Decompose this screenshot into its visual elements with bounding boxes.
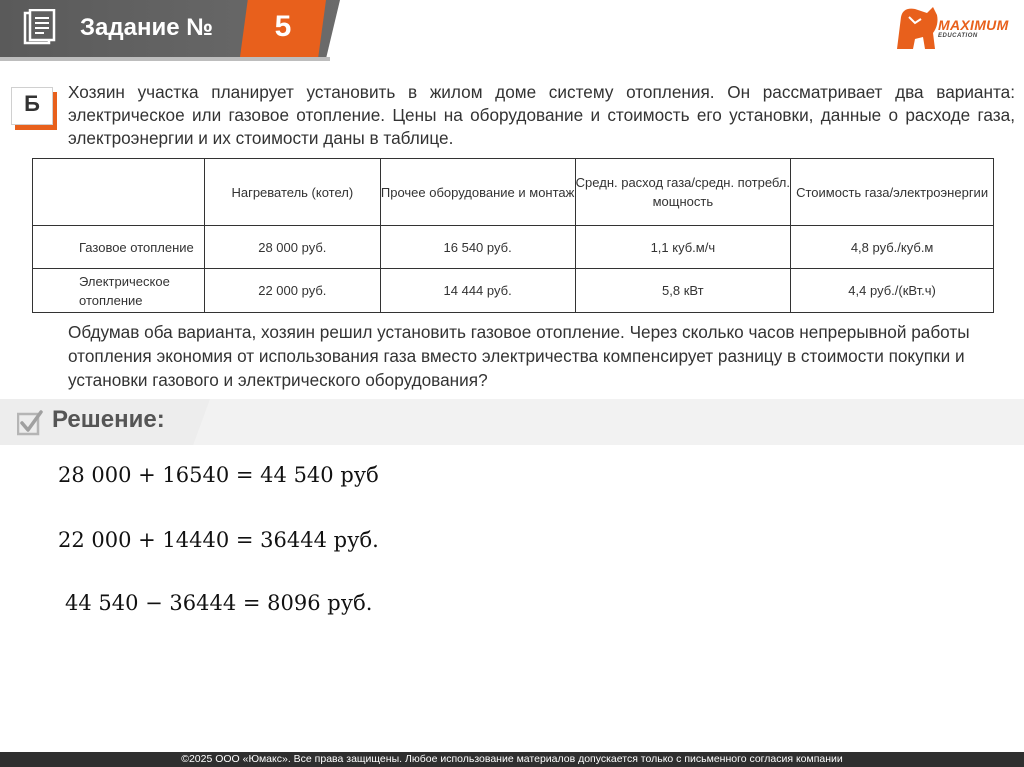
solution-line: 44 540 − 36444 = 8096 руб. [65, 591, 373, 615]
checkbox-icon [17, 410, 43, 436]
table-header-cell [33, 159, 205, 226]
task-number: 5 [274, 10, 292, 43]
logo-text: MAXIMUM [938, 17, 1009, 33]
table-cell: 4,4 руб./(кВт.ч) [791, 269, 994, 313]
table-cell: 28 000 руб. [204, 226, 380, 269]
table-cell: 4,8 руб./куб.м [791, 226, 994, 269]
header-title: Задание № [80, 14, 213, 41]
table-header-cell: Стоимость газа/электроэнергии [791, 159, 994, 226]
table-header-cell: Нагреватель (котел) [204, 159, 380, 226]
table-cell: 14 444 руб. [380, 269, 575, 313]
table-cell: Электрическое отопление [33, 269, 205, 313]
table-cell: 1,1 куб.м/ч [575, 226, 791, 269]
table-row [33, 269, 994, 313]
solution-line: 28 000 + 16540 = 44 540 руб [58, 463, 379, 487]
footer-text: ©2025 ООО «Юмакс». Все права защищены. Любое использование материалов допускается только с письменного согласия компании [181, 753, 843, 765]
table-cell: 16 540 руб. [380, 226, 575, 269]
table-header-cell: Прочее оборудование и монтаж [380, 159, 575, 226]
table-row [33, 226, 994, 269]
table-cell: 22 000 руб. [204, 269, 380, 313]
header-shadow [0, 57, 330, 61]
solution-line: 22 000 + 14440 = 36444 руб. [58, 528, 379, 552]
data-table [32, 158, 994, 313]
logo-subtext: EDUCATION [938, 33, 978, 39]
solution-title: Решение: [52, 406, 165, 433]
table-cell: Газовое отопление [33, 226, 205, 269]
question-text: Обдумав оба варианта, хозяин решил установить газовое отопление. Через сколько часов непрерывной работы отопления экономия от использования газа вместо электричества компенсирует разницу в стоимости покупки и установки газового и электрического оборудования? [68, 322, 970, 390]
document-icon [22, 9, 56, 47]
problem-text: Хозяин участка планирует установить в жилом доме систему отопления. Он рассматривает два варианта: электрическое или газовое отопление. Цены на оборудование и стоимость его установки, данные о расходе газа, электроэнергии и их стоимости даны в таблице. [68, 82, 1015, 148]
table-header-row [33, 159, 994, 226]
table-cell: 5,8 кВт [575, 269, 791, 313]
table-header-cell: Средн. расход газа/средн. потребл. мощность [575, 159, 791, 226]
variant-badge-label: Б [24, 91, 40, 116]
